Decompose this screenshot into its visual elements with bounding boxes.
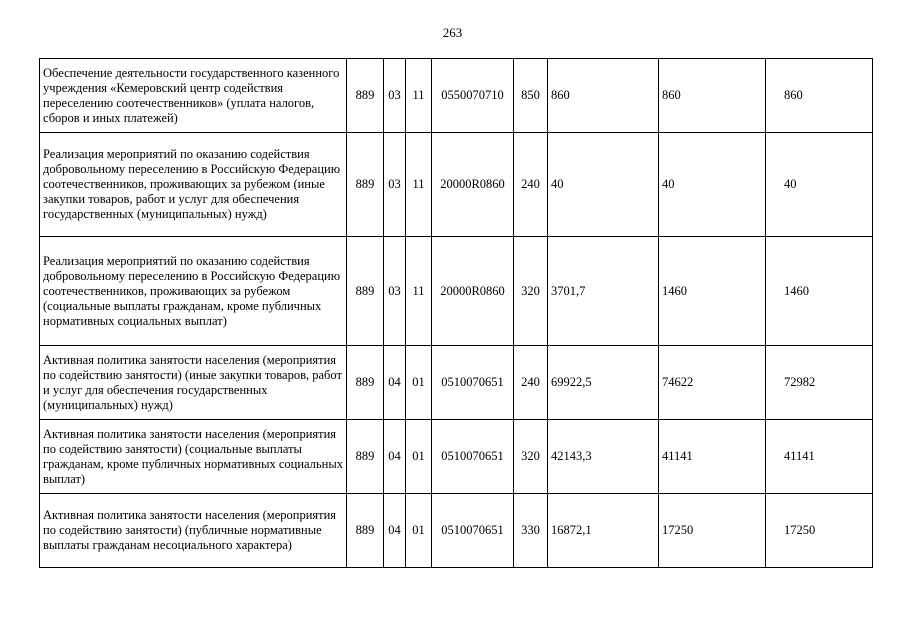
row-name: Реализация мероприятий по оказанию содействия добровольному переселению в Российскую Федерацию соотечественников, проживающих за рубежом (иные закупки товаров, работ и услуг для обеспечения государственных (муниципальных) нужд) [40, 133, 347, 237]
expense-type-code: 240 [514, 133, 548, 237]
amount-2: 74622 [659, 346, 766, 420]
page-number: 263 [442, 25, 463, 40]
table-row [40, 59, 873, 133]
amount-1: 3701,7 [548, 237, 659, 346]
row-name: Активная политика занятости населения (мероприятия по содействию занятости) (социальные выплаты гражданам, кроме публичных нормативных социальных выплат) [40, 420, 347, 494]
amount-3: 40 [766, 133, 873, 237]
row-name: Активная политика занятости населения (мероприятия по содействию занятости) (иные закупки товаров, работ и услуг для обеспечения государственных (муниципальных) нужд) [40, 346, 347, 420]
amount-2: 40 [659, 133, 766, 237]
section-code: 03 [384, 133, 406, 237]
amount-3: 17250 [766, 494, 873, 568]
table-row [40, 494, 873, 568]
ministry-code: 889 [347, 420, 384, 494]
subsection-code: 01 [406, 346, 432, 420]
section-code: 04 [384, 420, 406, 494]
amount-1: 69922,5 [548, 346, 659, 420]
section-code: 03 [384, 59, 406, 133]
amount-2: 1460 [659, 237, 766, 346]
row-name: Активная политика занятости населения (мероприятия по содействию занятости) (публичные нормативные выплаты гражданам несоциального характера) [40, 494, 347, 568]
ministry-code: 889 [347, 59, 384, 133]
subsection-code: 01 [406, 494, 432, 568]
target-article-code: 0510070651 [432, 494, 514, 568]
row-name: Обеспечение деятельности государственного казенного учреждения «Кемеровский центр содействия переселению соотечественников» (уплата налогов, сборов и иных платежей) [40, 59, 347, 133]
target-article-code: 0510070651 [432, 420, 514, 494]
amount-3: 1460 [766, 237, 873, 346]
amount-3: 72982 [766, 346, 873, 420]
section-code: 03 [384, 237, 406, 346]
target-article-code: 0510070651 [432, 346, 514, 420]
table-row [40, 237, 873, 346]
subsection-code: 11 [406, 237, 432, 346]
amount-2: 860 [659, 59, 766, 133]
expense-type-code: 330 [514, 494, 548, 568]
section-code: 04 [384, 346, 406, 420]
amount-1: 42143,3 [548, 420, 659, 494]
target-article-code: 0550070710 [432, 59, 514, 133]
table-row [40, 346, 873, 420]
section-code: 04 [384, 494, 406, 568]
amount-2: 17250 [659, 494, 766, 568]
amount-1: 40 [548, 133, 659, 237]
ministry-code: 889 [347, 133, 384, 237]
ministry-code: 889 [347, 494, 384, 568]
subsection-code: 11 [406, 133, 432, 237]
amount-1: 860 [548, 59, 659, 133]
amount-2: 41141 [659, 420, 766, 494]
target-article-code: 20000R0860 [432, 237, 514, 346]
target-article-code: 20000R0860 [432, 133, 514, 237]
subsection-code: 01 [406, 420, 432, 494]
table-row [40, 420, 873, 494]
subsection-code: 11 [406, 59, 432, 133]
amount-1: 16872,1 [548, 494, 659, 568]
row-name: Реализация мероприятий по оказанию содействия добровольному переселению в Российскую Федерацию соотечественников, проживающих за рубежом (социальные выплаты гражданам, кроме публичных нормативных социальных выплат) [40, 237, 347, 346]
expense-type-code: 850 [514, 59, 548, 133]
expense-type-code: 320 [514, 420, 548, 494]
expense-type-code: 320 [514, 237, 548, 346]
ministry-code: 889 [347, 237, 384, 346]
amount-3: 41141 [766, 420, 873, 494]
amount-3: 860 [766, 59, 873, 133]
ministry-code: 889 [347, 346, 384, 420]
expense-type-code: 240 [514, 346, 548, 420]
table-row [40, 133, 873, 237]
budget-table [39, 58, 873, 568]
